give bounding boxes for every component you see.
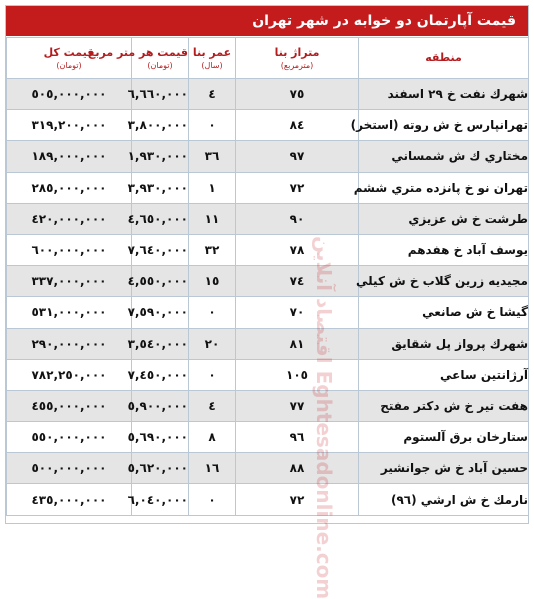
cell-age: ٠: [189, 484, 236, 515]
cell-region: حسين آباد خ ش جوانشير: [359, 453, 529, 484]
cell-area: ٧٨: [236, 234, 359, 265]
cell-area: ٨٨: [236, 453, 359, 484]
table-row: [7, 297, 529, 328]
cell-age: ٣٢: [189, 234, 236, 265]
cell-total-price: ٢٨٥,٠٠٠,٠٠٠: [7, 172, 132, 203]
table-row: [7, 110, 529, 141]
table-row: [7, 266, 529, 297]
cell-area: ٨٤: [236, 110, 359, 141]
cell-region: طرشت خ ش عزيزي: [359, 203, 529, 234]
cell-region: شهرك نفت خ ٢٩ اسفند: [359, 79, 529, 110]
cell-area: ١٠٥: [236, 359, 359, 390]
cell-price-per-m2: ٤,٥٥٠,٠٠٠: [132, 266, 189, 297]
cell-price-per-m2: ٥,٦٩٠,٠٠٠: [132, 422, 189, 453]
cell-price-per-m2: ٣,٨٠٠,٠٠٠: [132, 110, 189, 141]
cell-age: ٣٦: [189, 141, 236, 172]
header-age-unit: (سال): [201, 60, 223, 70]
header-region: [359, 38, 529, 79]
cell-area: ٨١: [236, 328, 359, 359]
cell-total-price: ٣٣٧,٠٠٠,٠٠٠: [7, 266, 132, 297]
cell-age: ٤: [189, 79, 236, 110]
cell-age: ١١: [189, 203, 236, 234]
cell-area: ٧٤: [236, 266, 359, 297]
header-age-label: عمر بنا: [192, 45, 232, 59]
table-row: [7, 141, 529, 172]
header-total-price-unit: (تومان): [56, 60, 82, 70]
cell-region: ستارخان برق آلستوم: [359, 422, 529, 453]
cell-total-price: ٣١٩,٢٠٠,٠٠٠: [7, 110, 132, 141]
table-row: [7, 328, 529, 359]
cell-age: ١٥: [189, 266, 236, 297]
header-area-unit: (مترمربع): [280, 60, 314, 70]
cell-region: مختاري ك ش شمساني: [359, 141, 529, 172]
cell-region: شهرك پرواز پل شقايق: [359, 328, 529, 359]
cell-region: تهران نو خ پانزده متري ششم: [359, 172, 529, 203]
table-row: [7, 422, 529, 453]
cell-area: ٧٧: [236, 390, 359, 421]
table-title: قیمت آپارتمان دو خوابه در شهر تهران: [252, 13, 516, 29]
cell-region: يوسف آباد خ هفدهم: [359, 234, 529, 265]
cell-price-per-m2: ٣,٩٣٠,٠٠٠: [132, 172, 189, 203]
table-row: [7, 203, 529, 234]
cell-total-price: ٤٥٥,٠٠٠,٠٠٠: [7, 390, 132, 421]
cell-age: ٢٠: [189, 328, 236, 359]
table-row: [7, 79, 529, 110]
cell-age: ٠: [189, 297, 236, 328]
cell-price-per-m2: ٧,٤٥٠,٠٠٠: [132, 359, 189, 390]
cell-total-price: ٦٠٠,٠٠٠,٠٠٠: [7, 234, 132, 265]
cell-total-price: ٢٩٠,٠٠٠,٠٠٠: [7, 328, 132, 359]
cell-price-per-m2: ١,٩٣٠,٠٠٠: [132, 141, 189, 172]
table-row: [7, 453, 529, 484]
apartment-price-table: [6, 37, 529, 516]
watermark: اقتصاد آنلاین Eghtesadonline.com: [312, 236, 336, 599]
cell-area: ٧٥: [236, 79, 359, 110]
header-area-label: متراژ بنا: [274, 45, 320, 59]
table-row: [7, 359, 529, 390]
cell-price-per-m2: ٦,٠٤٠,٠٠٠: [132, 484, 189, 515]
price-table-card: [5, 5, 529, 599]
table-header-row: [7, 38, 529, 79]
cell-area: ٩٠: [236, 203, 359, 234]
cell-area: ٧٢: [236, 484, 359, 515]
cell-area: ٧٢: [236, 172, 359, 203]
header-total-price-label: قیمت کل: [43, 45, 95, 59]
cell-area: ٩٧: [236, 141, 359, 172]
header-age: [189, 38, 236, 79]
cell-total-price: ٥٣١,٠٠٠,٠٠٠: [7, 297, 132, 328]
cell-region: نارمك خ ش ارشي (٩٦): [359, 484, 529, 515]
table-title-bar: [6, 6, 528, 36]
cell-age: ٤: [189, 390, 236, 421]
header-region-label: منطقه: [425, 51, 462, 64]
cell-total-price: ٥٠٥,٠٠٠,٠٠٠: [7, 79, 132, 110]
cell-age: ٨: [189, 422, 236, 453]
table-row: [7, 234, 529, 265]
cell-total-price: ٧٨٢,٢٥٠,٠٠٠: [7, 359, 132, 390]
cell-region: آرژانتين ساعي: [359, 359, 529, 390]
cell-region: گيشا خ ش صانعي: [359, 297, 529, 328]
cell-age: ٠: [189, 359, 236, 390]
cell-price-per-m2: ٣,٥٤٠,٠٠٠: [132, 328, 189, 359]
header-area: [236, 38, 359, 79]
cell-age: ١: [189, 172, 236, 203]
cell-price-per-m2: ٤,٦٥٠,٠٠٠: [132, 203, 189, 234]
table-row: [7, 172, 529, 203]
cell-price-per-m2: ٥,٩٠٠,٠٠٠: [132, 390, 189, 421]
cell-price-per-m2: ٦,٦٦٠,٠٠٠: [132, 79, 189, 110]
cell-total-price: ٤٣٥,٠٠٠,٠٠٠: [7, 484, 132, 515]
cell-total-price: ٥٠٠,٠٠٠,٠٠٠: [7, 453, 132, 484]
cell-price-per-m2: ٧,٦٤٠,٠٠٠: [132, 234, 189, 265]
cell-total-price: ٥٥٠,٠٠٠,٠٠٠: [7, 422, 132, 453]
header-price-per-m2: [87, 38, 189, 79]
cell-area: ٧٠: [236, 297, 359, 328]
cell-total-price: ٤٢٠,٠٠٠,٠٠٠: [7, 203, 132, 234]
header-price-per-m2-label: قیمت هر متر مربع: [87, 45, 188, 59]
table-body: [7, 79, 529, 516]
cell-region: هفت تير خ ش دكتر مفتح: [359, 390, 529, 421]
cell-region: تهرانپارس خ ش روته (استخر): [359, 110, 529, 141]
cell-price-per-m2: ٧,٥٩٠,٠٠٠: [132, 297, 189, 328]
cell-area: ٩٦: [236, 422, 359, 453]
table-row: [7, 390, 529, 421]
cell-total-price: ١٨٩,٠٠٠,٠٠٠: [7, 141, 132, 172]
cell-age: ٠: [189, 110, 236, 141]
cell-region: مجيديه زرين گلاب خ ش كيلي: [359, 266, 529, 297]
header-price-per-m2-unit: (تومان): [147, 60, 173, 70]
table-row: [7, 484, 529, 515]
cell-age: ١٦: [189, 453, 236, 484]
cell-price-per-m2: ٥,٦٢٠,٠٠٠: [132, 453, 189, 484]
